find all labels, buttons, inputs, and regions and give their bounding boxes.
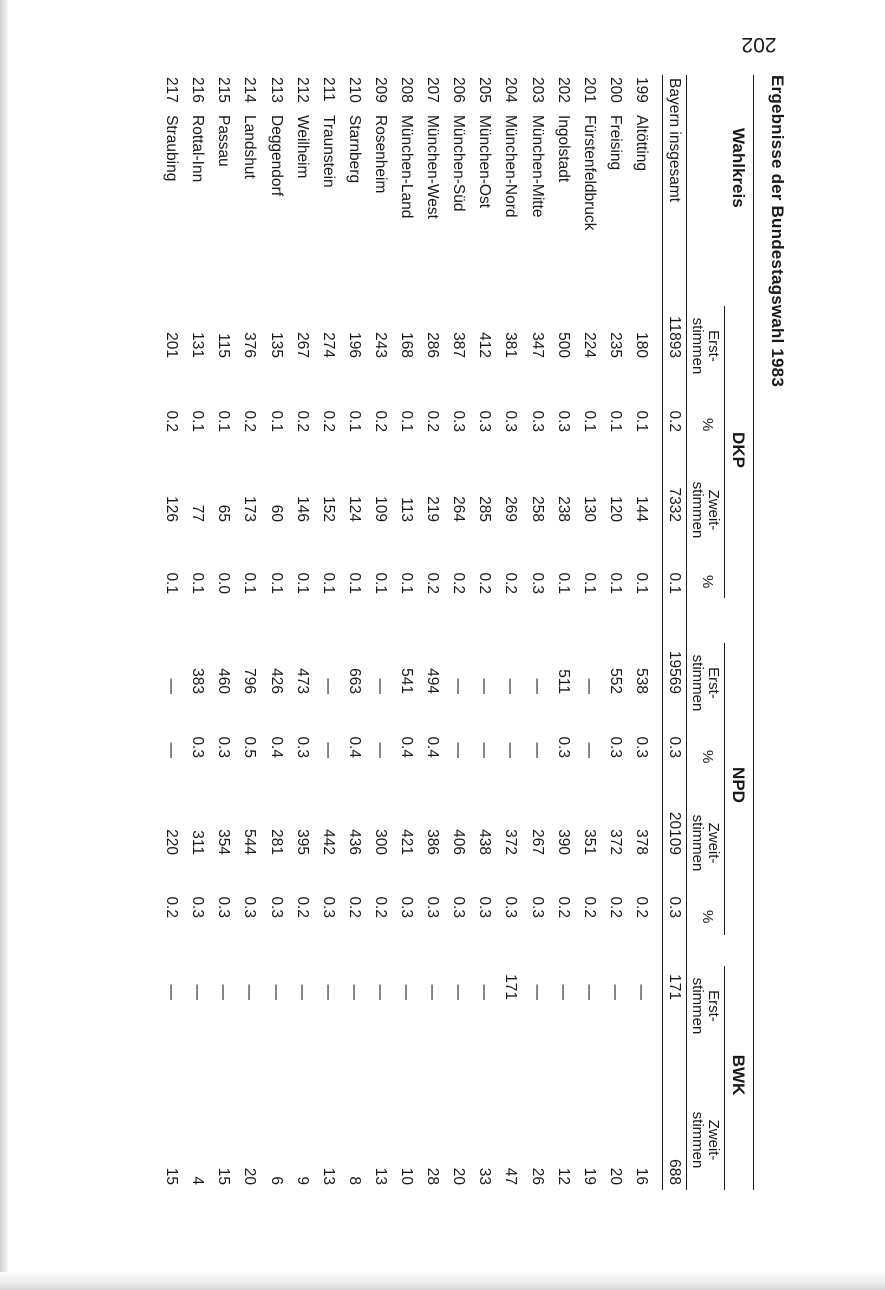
cell-col-3: 113 (398, 497, 415, 522)
table-row (238, 0, 260, 1290)
cell-col-2: 0.1 (633, 410, 650, 432)
cell-col-4: 0.1 (241, 572, 258, 594)
district-name: Rosenheim (372, 115, 389, 194)
page-number: 202 (741, 33, 777, 56)
dkp-erst-label: Erst- (705, 330, 722, 362)
cell-col-3: 124 (346, 496, 363, 522)
cell-col-10: 13 (372, 1167, 389, 1185)
district-number: 201 (581, 77, 598, 103)
cell-col-7: 372 (502, 829, 519, 855)
cell-col-7: 544 (241, 829, 258, 855)
cell-col-7: 436 (346, 829, 363, 855)
cell-col-6: 0.5 (241, 736, 258, 758)
cell-col-10: 688 (666, 1159, 683, 1185)
cell-col-7: 351 (581, 829, 598, 855)
cell-col-8: 0.3 (320, 896, 337, 918)
district-name: Fürstenfeldbruck (581, 115, 598, 231)
district-number: 204 (502, 77, 519, 103)
cell-col-7: 267 (529, 829, 546, 855)
cell-col-10: 28 (424, 1167, 441, 1185)
table-row (526, 0, 548, 1290)
cell-col-6: 0.3 (215, 736, 232, 758)
cell-col-3: 77 (189, 504, 206, 522)
cell-col-8: 0.3 (476, 896, 493, 918)
cell-col-5: 796 (241, 668, 258, 694)
cell-col-10: 33 (476, 1167, 493, 1185)
district-name: Freising (607, 115, 624, 171)
cell-col-10: 16 (633, 1167, 650, 1185)
cell-col-5: — (502, 678, 519, 694)
cell-col-9: — (320, 984, 337, 1000)
cell-col-10: 20 (607, 1167, 624, 1185)
cell-col-10: 15 (163, 1167, 180, 1185)
cell-col-2: 0.1 (215, 410, 232, 432)
total-label: Bayern insgesamt (666, 78, 683, 203)
cell-col-8: 0.2 (163, 896, 180, 918)
cell-col-8: 0.3 (215, 896, 232, 918)
cell-col-5: 460 (215, 668, 232, 694)
district-number: 214 (241, 77, 258, 103)
cell-col-3: 173 (241, 496, 258, 522)
table-row (552, 0, 574, 1290)
cell-col-10: 10 (398, 1167, 415, 1185)
cell-col-10: 20 (241, 1167, 258, 1185)
cell-col-1: 412 (476, 332, 493, 358)
cell-col-8: 0.3 (666, 896, 683, 918)
district-number: 203 (529, 77, 546, 103)
cell-col-6: — (450, 742, 467, 758)
table-row (186, 0, 208, 1290)
table-row (421, 0, 443, 1290)
cell-col-8: 0.3 (502, 896, 519, 918)
cell-col-1: 196 (346, 332, 363, 358)
cell-col-2: 0.1 (346, 410, 363, 432)
cell-col-1: 286 (424, 332, 441, 358)
cell-col-9: — (294, 984, 311, 1000)
cell-col-7: 406 (450, 829, 467, 855)
district-number: 211 (320, 77, 337, 102)
cell-col-8: 0.3 (268, 896, 285, 918)
party-header-dkp: DKP (729, 432, 748, 468)
cell-col-4: 0.3 (529, 572, 546, 594)
table-title: Ergebnisse der Bundestagswahl 1983 (768, 75, 787, 387)
cell-col-6: — (163, 742, 180, 758)
district-name: Passau (215, 115, 232, 167)
dkp-zweit-stimmen-label: stimmen (689, 481, 706, 539)
bwk-zweit-stimmen-label: stimmen (689, 1111, 706, 1169)
cell-col-7: 421 (398, 829, 415, 855)
cell-col-4: 0.1 (666, 572, 683, 594)
dkp-zweit-label: Zweit- (705, 489, 722, 531)
cell-col-9: — (529, 984, 546, 1000)
table-row (499, 0, 521, 1290)
table-row (212, 0, 234, 1290)
cell-col-2: 0.3 (476, 410, 493, 432)
cell-col-1: 267 (294, 332, 311, 358)
cell-col-1: 131 (189, 332, 206, 358)
cell-col-4: 0.1 (163, 572, 180, 594)
cell-col-2: 0.3 (529, 410, 546, 432)
district-name: München-West (424, 115, 441, 219)
table-row (578, 0, 600, 1290)
cell-col-9: 171 (666, 974, 683, 1000)
npd-zweit-label: Zweit- (705, 822, 722, 864)
cell-col-3: 126 (163, 496, 180, 522)
cell-col-5: 426 (268, 668, 285, 694)
cell-col-6: 0.4 (346, 736, 363, 758)
cell-col-7: 386 (424, 829, 441, 855)
cell-col-3: 264 (450, 496, 467, 522)
cell-col-5: — (450, 678, 467, 694)
cell-col-10: 9 (294, 1176, 311, 1185)
cell-col-9: — (241, 984, 258, 1000)
district-number: 208 (398, 77, 415, 103)
cell-col-3: 269 (502, 496, 519, 522)
cell-col-10: 6 (268, 1176, 285, 1185)
cell-col-2: 0.1 (398, 410, 415, 432)
cell-col-2: 0.1 (268, 410, 285, 432)
cell-col-3: 130 (581, 496, 598, 522)
cell-col-9: — (163, 984, 180, 1000)
cell-col-7: 378 (633, 829, 650, 855)
cell-col-6: 0.3 (555, 736, 572, 758)
cell-col-5: — (320, 678, 337, 694)
cell-col-3: 152 (320, 496, 337, 522)
cell-col-10: 4 (189, 1176, 206, 1185)
cell-col-9: — (424, 984, 441, 1000)
district-name: Straubing (163, 115, 180, 182)
table-row (343, 0, 365, 1290)
cell-col-7: 395 (294, 829, 311, 855)
cell-col-10: 47 (502, 1167, 519, 1185)
cell-col-7: 438 (476, 829, 493, 855)
cell-col-4: 0.1 (555, 572, 572, 594)
cell-col-2: 0.3 (502, 410, 519, 432)
table-row (395, 0, 417, 1290)
cell-col-8: 0.2 (372, 896, 389, 918)
cell-col-4: 0.1 (633, 572, 650, 594)
cell-col-9: — (372, 984, 389, 1000)
cell-col-1: 500 (555, 332, 572, 358)
cell-col-8: 0.3 (189, 896, 206, 918)
bwk-erst-label: Erst- (705, 990, 722, 1022)
cell-col-7: 300 (372, 829, 389, 855)
cell-col-1: 387 (450, 332, 467, 358)
cell-col-4: 0.1 (294, 572, 311, 594)
cell-col-6: 0.3 (633, 736, 650, 758)
table-row (291, 0, 313, 1290)
district-name: München-Nord (502, 115, 519, 218)
cell-col-4: 0.1 (268, 572, 285, 594)
cell-col-7: 20109 (666, 811, 683, 855)
cell-col-1: 11893 (666, 316, 683, 358)
cell-col-3: 7332 (666, 487, 683, 522)
cell-col-4: 0.2 (424, 572, 441, 594)
cell-col-9: — (189, 984, 206, 1000)
district-number: 199 (633, 77, 650, 103)
cell-col-10: 15 (215, 1167, 232, 1185)
cell-col-3: 219 (424, 496, 441, 522)
bwk-erst-stimmen-label: stimmen (689, 977, 706, 1035)
cell-col-8: 0.2 (581, 896, 598, 918)
district-name: Traunstein (320, 115, 337, 188)
npd-zweit-stimmen-label: stimmen (689, 814, 706, 872)
cell-col-4: 0.2 (450, 572, 467, 594)
cell-col-9: — (398, 984, 415, 1000)
table-row (447, 0, 469, 1290)
cell-col-9: — (555, 984, 572, 1000)
cell-col-6: 0.3 (666, 736, 683, 758)
cell-col-10: 19 (581, 1167, 598, 1185)
cell-col-1: 243 (372, 332, 389, 358)
cell-col-4: 0.1 (398, 572, 415, 594)
table-row (265, 0, 287, 1290)
cell-col-6: — (476, 742, 493, 758)
cell-col-10: 12 (555, 1167, 572, 1185)
cell-col-2: 0.1 (189, 410, 206, 432)
cell-col-5: — (581, 678, 598, 694)
cell-col-1: 115 (215, 333, 232, 358)
cell-col-5: 473 (294, 668, 311, 694)
cell-col-1: 168 (398, 332, 415, 358)
cell-col-8: 0.2 (346, 896, 363, 918)
table-row (630, 0, 652, 1290)
dkp-erst-percent-header: % (699, 418, 716, 432)
cell-col-3: 60 (268, 504, 285, 522)
cell-col-8: 0.2 (633, 896, 650, 918)
cell-col-8: 0.3 (424, 896, 441, 918)
table-row (473, 0, 495, 1290)
cell-col-4: 0.1 (581, 572, 598, 594)
cell-col-5: 511 (555, 669, 572, 694)
cell-col-4: 0.1 (607, 572, 624, 594)
npd-zweit-percent-header: % (699, 910, 716, 924)
cell-col-9: — (607, 984, 624, 1000)
district-name: Weilheim (294, 115, 311, 179)
cell-col-7: 372 (607, 829, 624, 855)
cell-col-9: — (450, 984, 467, 1000)
party-header-npd: NPD (729, 767, 748, 803)
total-row (663, 0, 685, 1290)
cell-col-6: 0.4 (268, 736, 285, 758)
cell-col-5: 19569 (666, 650, 683, 694)
cell-col-1: 347 (529, 332, 546, 358)
cell-col-1: 235 (607, 332, 624, 358)
cell-col-4: 0.1 (346, 572, 363, 594)
district-name: München-Süd (450, 115, 467, 212)
district-number: 216 (189, 77, 206, 103)
cell-col-2: 0.2 (424, 410, 441, 432)
cell-col-6: — (372, 742, 389, 758)
cell-col-8: 0.2 (294, 896, 311, 918)
cell-col-7: 220 (163, 829, 180, 855)
cell-col-9: — (346, 984, 363, 1000)
wahlkreis-header: Wahlkreis (729, 128, 748, 208)
cell-col-4: 0.1 (189, 572, 206, 594)
cell-col-3: 65 (215, 504, 232, 522)
party-header-bwk: BWK (729, 1054, 748, 1096)
cell-col-1: 274 (320, 332, 337, 358)
cell-col-7: 311 (189, 830, 206, 855)
cell-col-5: 552 (607, 668, 624, 694)
district-number: 209 (372, 77, 389, 103)
district-name: Rottal-Inn (189, 115, 206, 183)
cell-col-1: 376 (241, 332, 258, 358)
cell-col-3: 258 (529, 496, 546, 522)
district-name: Ingolstadt (555, 115, 572, 183)
cell-col-2: 0.3 (450, 410, 467, 432)
district-number: 206 (450, 77, 467, 103)
district-name: Landshut (241, 115, 258, 179)
npd-erst-percent-header: % (699, 750, 716, 764)
district-number: 205 (476, 77, 493, 103)
cell-col-2: 0.2 (294, 410, 311, 432)
district-number: 207 (424, 77, 441, 103)
cell-col-5: 494 (424, 668, 441, 694)
cell-col-8: 0.2 (555, 896, 572, 918)
cell-col-2: 0.2 (372, 410, 389, 432)
cell-col-9: — (268, 984, 285, 1000)
district-number: 215 (215, 77, 232, 103)
npd-erst-stimmen-label: stimmen (689, 654, 706, 712)
cell-col-4: 0.0 (215, 572, 232, 594)
cell-col-10: 26 (529, 1167, 546, 1185)
cell-col-7: 390 (555, 829, 572, 855)
cell-col-3: 146 (294, 496, 311, 522)
cell-col-4: 0.2 (476, 572, 493, 594)
cell-col-5: 538 (633, 668, 650, 694)
cell-col-9: — (215, 984, 232, 1000)
district-number: 217 (163, 77, 180, 103)
cell-col-6: — (502, 742, 519, 758)
district-name: Starnberg (346, 115, 363, 184)
cell-col-5: — (476, 678, 493, 694)
cell-col-6: — (320, 742, 337, 758)
cell-col-3: 120 (607, 496, 624, 522)
cell-col-4: 0.2 (502, 572, 519, 594)
cell-col-1: 135 (268, 332, 285, 358)
cell-col-4: 0.1 (372, 572, 389, 594)
table-row (604, 0, 626, 1290)
cell-col-8: 0.3 (450, 896, 467, 918)
bwk-zweit-label: Zweit- (705, 1119, 722, 1161)
cell-col-8: 0.3 (241, 896, 258, 918)
cell-col-2: 0.2 (241, 410, 258, 432)
cell-col-6: — (581, 742, 598, 758)
district-number: 212 (294, 77, 311, 103)
cell-col-2: 0.1 (607, 410, 624, 432)
cell-col-1: 381 (502, 332, 519, 358)
cell-col-5: 663 (346, 668, 363, 694)
cell-col-1: 201 (163, 332, 180, 358)
cell-col-1: 224 (581, 332, 598, 358)
cell-col-2: 0.1 (581, 410, 598, 432)
cell-col-7: 354 (215, 829, 232, 855)
cell-col-5: — (372, 678, 389, 694)
cell-col-5: — (529, 678, 546, 694)
cell-col-2: 0.3 (555, 410, 572, 432)
table-row (317, 0, 339, 1290)
cell-col-2: 0.2 (320, 410, 337, 432)
cell-col-6: 0.4 (398, 736, 415, 758)
cell-col-10: 20 (450, 1167, 467, 1185)
cell-col-6: 0.4 (424, 736, 441, 758)
dkp-erst-stimmen-label: stimmen (689, 317, 706, 375)
district-number: 213 (268, 77, 285, 103)
cell-col-4: 0.1 (320, 572, 337, 594)
cell-col-6: 0.3 (294, 736, 311, 758)
cell-col-2: 0.2 (163, 410, 180, 432)
cell-col-6: — (529, 742, 546, 758)
cell-col-5: 383 (189, 668, 206, 694)
cell-col-5: 541 (398, 668, 415, 694)
cell-col-6: 0.3 (607, 736, 624, 758)
cell-col-8: 0.2 (607, 896, 624, 918)
dkp-zweit-percent-header: % (699, 575, 716, 589)
cell-col-8: 0.3 (398, 896, 415, 918)
cell-col-9: — (476, 984, 493, 1000)
district-name: Deggendorf (268, 115, 285, 197)
table-row (160, 0, 182, 1290)
cell-col-7: 281 (268, 829, 285, 855)
cell-col-3: 285 (476, 496, 493, 522)
cell-col-3: 109 (372, 496, 389, 522)
cell-col-9: — (633, 984, 650, 1000)
cell-col-9: — (581, 984, 598, 1000)
cell-col-8: 0.3 (529, 896, 546, 918)
cell-col-1: 180 (633, 332, 650, 358)
cell-col-7: 442 (320, 829, 337, 855)
table-row (369, 0, 391, 1290)
district-number: 202 (555, 77, 572, 103)
district-number: 200 (607, 77, 624, 103)
cell-col-6: 0.3 (189, 736, 206, 758)
cell-col-5: — (163, 678, 180, 694)
cell-col-10: 13 (320, 1167, 337, 1185)
cell-col-10: 8 (346, 1176, 363, 1185)
district-name: München-Mitte (529, 115, 546, 218)
npd-erst-label: Erst- (705, 667, 722, 699)
district-name: München-Ost (476, 115, 493, 209)
district-number: 210 (346, 77, 363, 103)
cell-col-3: 144 (633, 496, 650, 522)
district-name: München-Land (398, 115, 415, 219)
cell-col-9: 171 (502, 974, 519, 1000)
cell-col-3: 238 (555, 496, 572, 522)
district-name: Altötting (633, 115, 650, 172)
cell-col-2: 0.2 (666, 410, 683, 432)
